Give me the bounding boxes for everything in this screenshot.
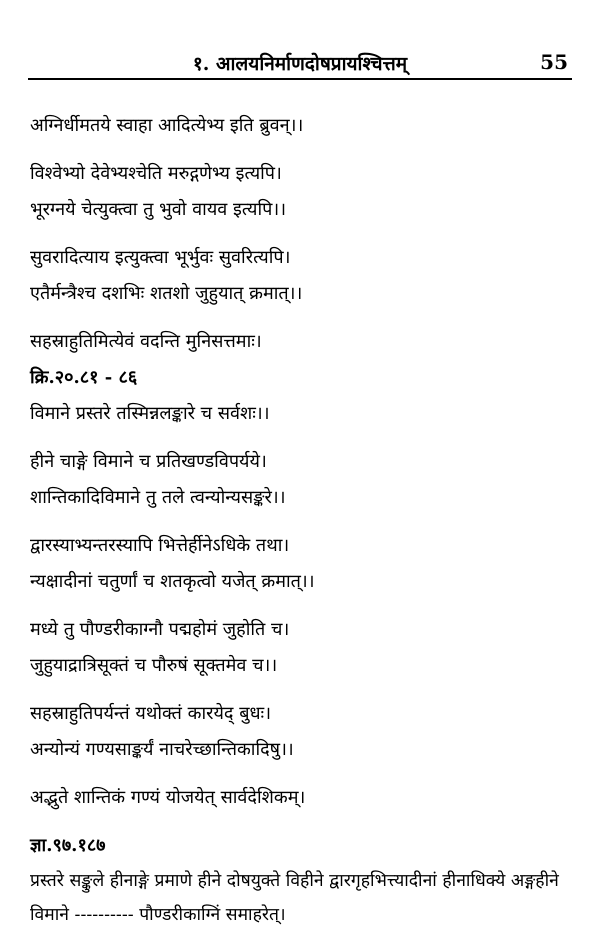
verse-group <box>30 324 575 360</box>
verse-group <box>30 240 575 312</box>
verse-group <box>30 780 575 816</box>
verse-group <box>30 156 575 228</box>
source-reference: ज्ञा.९७.१८७ <box>30 835 106 856</box>
page-body <box>30 108 575 932</box>
verse-line: जुहुयाद्रात्रिसूक्तं च पौरुषं सूक्तमेव च।। <box>30 655 278 676</box>
page-number: 55 <box>540 50 568 74</box>
verse-line: अद्भुते शान्तिकं गण्यं योजयेत् सार्वदेशिकम्। <box>30 787 306 808</box>
verse-line: सहस्राहुतिमित्येवं वदन्ति मुनिसत्तमाः। <box>30 331 262 352</box>
source-reference: क्रि.२०.८१ - ८६ <box>30 367 138 388</box>
verse-group <box>30 612 575 684</box>
page-header <box>28 44 572 80</box>
verse-line: द्वारस्याभ्यन्तरस्यापि भित्तेर्हीनेऽधिके तथा। <box>30 535 290 556</box>
verse-line: अग्निर्धीमतये स्वाहा आदित्येभ्य इति ब्रुवन्।। <box>30 115 304 136</box>
verse-line: विश्वेभ्यो देवेभ्यश्चेति मरुद्गणेभ्य इत्यपि। <box>30 163 282 184</box>
verse-group <box>30 528 575 600</box>
running-title: १. आलयनिर्माणदोषप्रायश्चित्तम् <box>192 53 408 75</box>
header-rule <box>28 78 572 80</box>
verse-line: अन्योन्यं गण्यसाङ्कर्यं नाचरेच्छान्तिकादिषु।। <box>30 739 294 760</box>
verse-line: एतैर्मन्त्रैश्च दशभिः शतशो जुहुयात् क्रमात्।। <box>30 283 303 304</box>
verse-line: शान्तिकादिविमाने तु तले त्वन्योन्यसङ्करे।। <box>30 487 286 508</box>
verse-group <box>30 444 575 516</box>
verse-line: सुवरादित्याय इत्युक्त्वा भूर्भुवः सुवरित्यपि। <box>30 247 291 268</box>
verse-line: न्यक्षादीनां चतुर्णां च शतकृत्वो यजेत् क्रमात्।। <box>30 571 315 592</box>
verse-line: हीने चाङ्गे विमाने च प्रतिखण्डविपर्यये। <box>30 451 267 472</box>
verse-group <box>30 696 575 768</box>
verse-line: विमाने प्रस्तरे तस्मिन्नलङ्कारे च सर्वशः।। <box>30 403 270 424</box>
verse-group <box>30 108 575 144</box>
prose-paragraph: प्रस्तरे सङ्कुले हीनाङ्गे प्रमाणे हीने दोषयुक्ते विहीने द्वारगृहभित्त्यादीनां हीनाधिक्ये अङ्गहीने विमाने ---------- पौण्डरीकाग्निं समाहरेत्। <box>30 871 559 925</box>
verse-line: सहस्राहुतिपर्यन्तं यथोक्तं कारयेद् बुधः। <box>30 703 272 724</box>
verse-group <box>30 396 575 432</box>
verse-line: भूरग्नये चेत्युक्त्वा तु भुवो वायव इत्यपि।। <box>30 199 287 220</box>
verse-line: मध्ये तु पौण्डरीकाग्नौ पद्महोमं जुहोति च। <box>30 619 290 640</box>
